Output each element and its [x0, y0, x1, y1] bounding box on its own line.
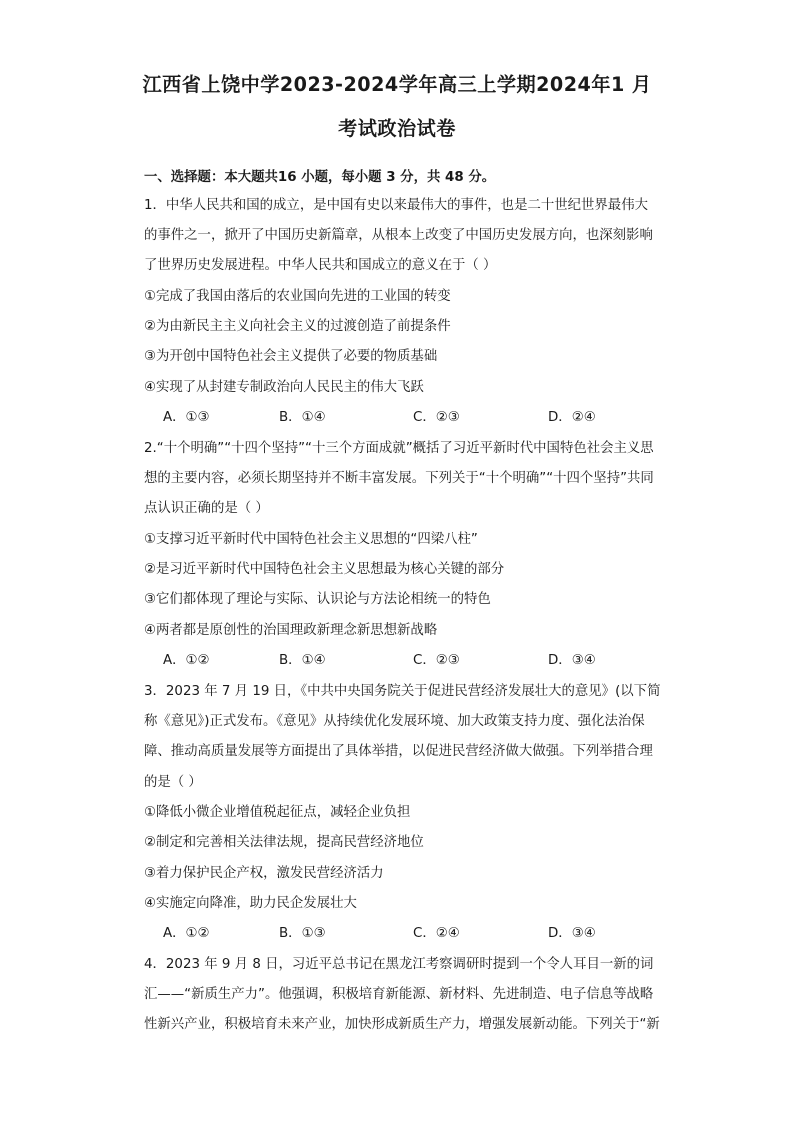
section-heading: 一、选择题：本大题共16 小题，每小题 3 分，共 48 分。 — [144, 170, 496, 185]
question-1-stem-line-2: 的事件之一，掀开了中国历史新篇章，从根本上改变了中国历史发展方向，也深刻影响 — [144, 228, 653, 243]
question-1-option-d[interactable]: D．②④ — [548, 410, 596, 425]
question-2-stem-line-3: 点认识正确的是（ ） — [144, 501, 269, 516]
question-3-stem-line-4: 的是（ ） — [144, 775, 202, 790]
question-3-option-d[interactable]: D．③④ — [548, 926, 596, 941]
question-4-stem-line-3: 性新兴产业，积极培育未来产业，加快形成新质生产力，增强发展新动能。下列关于“新 — [144, 1017, 660, 1032]
question-1-statement-2: ②为由新民主主义向社会主义的过渡创造了前提条件 — [144, 319, 451, 334]
exam-title-line-2: 考试政治试卷 — [338, 117, 456, 140]
question-1-stem-line-1: 1．中华人民共和国的成立，是中国有史以来最伟大的事件，也是二十世纪世界最伟大 — [144, 198, 648, 213]
question-2-statement-3: ③它们都体现了理论与实际、认识论与方法论相统一的特色 — [144, 592, 491, 607]
question-1-option-c[interactable]: C．②③ — [413, 410, 460, 425]
question-3-stem-line-1: 3．2023 年 7 月 19 日，《中共中央国务院关于促进民营经济发展壮大的意见》(以下简 — [144, 684, 661, 699]
question-3-statement-2: ②制定和完善相关法律法规，提高民营经济地位 — [144, 835, 424, 850]
question-3-statement-3: ③着力保护民企产权，激发民营经济活力 — [144, 866, 384, 881]
question-4-stem-line-1: 4．2023 年 9 月 8 日，习近平总书记在黑龙江考察调研时提到一个令人耳目一新的词 — [144, 957, 654, 972]
question-2-statement-4: ④两者都是原创性的治国理政新理念新思想新战略 — [144, 623, 438, 638]
question-2-stem-line-1: 2.“十个明确”“十四个坚持”“十三个方面成就”概括了习近平新时代中国特色社会主义思 — [144, 441, 654, 456]
question-2-stem-line-2: 想的主要内容，必须长期坚持并不断丰富发展。下列关于“十个明确”“十四个坚持”共同 — [144, 471, 654, 486]
question-2-option-a[interactable]: A．①② — [163, 653, 210, 668]
question-3-stem-line-3: 障、推动高质量发展等方面提出了具体举措，以促进民营经济做大做强。下列举措合理 — [144, 744, 653, 759]
question-4-stem-line-2: 汇——“新质生产力”。他强调，积极培育新能源、新材料、先进制造、电子信息等战略 — [144, 987, 654, 1002]
question-3-statement-1: ①降低小微企业增值税起征点，减轻企业负担 — [144, 805, 411, 820]
question-2-option-c[interactable]: C．②③ — [413, 653, 460, 668]
question-3-option-c[interactable]: C．②④ — [413, 926, 460, 941]
question-1-statement-3: ③为开创中国特色社会主义提供了必要的物质基础 — [144, 349, 438, 364]
question-3-stem-line-2: 称《意见》)正式发布。《意见》从持续优化发展环境、加大政策支持力度、强化法治保 — [144, 714, 645, 729]
question-3-option-a[interactable]: A．①② — [163, 926, 210, 941]
question-2-option-d[interactable]: D．③④ — [548, 653, 596, 668]
question-1-option-a[interactable]: A．①③ — [163, 410, 210, 425]
question-2-statement-2: ②是习近平新时代中国特色社会主义思想最为核心关键的部分 — [144, 562, 505, 577]
question-1-option-b[interactable]: B．①④ — [279, 410, 326, 425]
question-3-option-b[interactable]: B．①③ — [279, 926, 326, 941]
question-2-statement-1: ①支撑习近平新时代中国特色社会主义思想的“四梁八柱” — [144, 532, 478, 547]
question-1-statement-4: ④实现了从封建专制政治向人民民主的伟大飞跃 — [144, 380, 424, 395]
question-2-option-b[interactable]: B．①④ — [279, 653, 326, 668]
question-3-statement-4: ④实施定向降准，助力民企发展壮大 — [144, 896, 357, 911]
question-1-statement-1: ①完成了我国由落后的农业国向先进的工业国的转变 — [144, 289, 451, 304]
exam-title-line-1: 江西省上饶中学2023-2024学年高三上学期2024年1 月 — [142, 73, 652, 96]
question-1-stem-line-3: 了世界历史发展进程。中华人民共和国成立的意义在于（ ） — [144, 258, 497, 273]
